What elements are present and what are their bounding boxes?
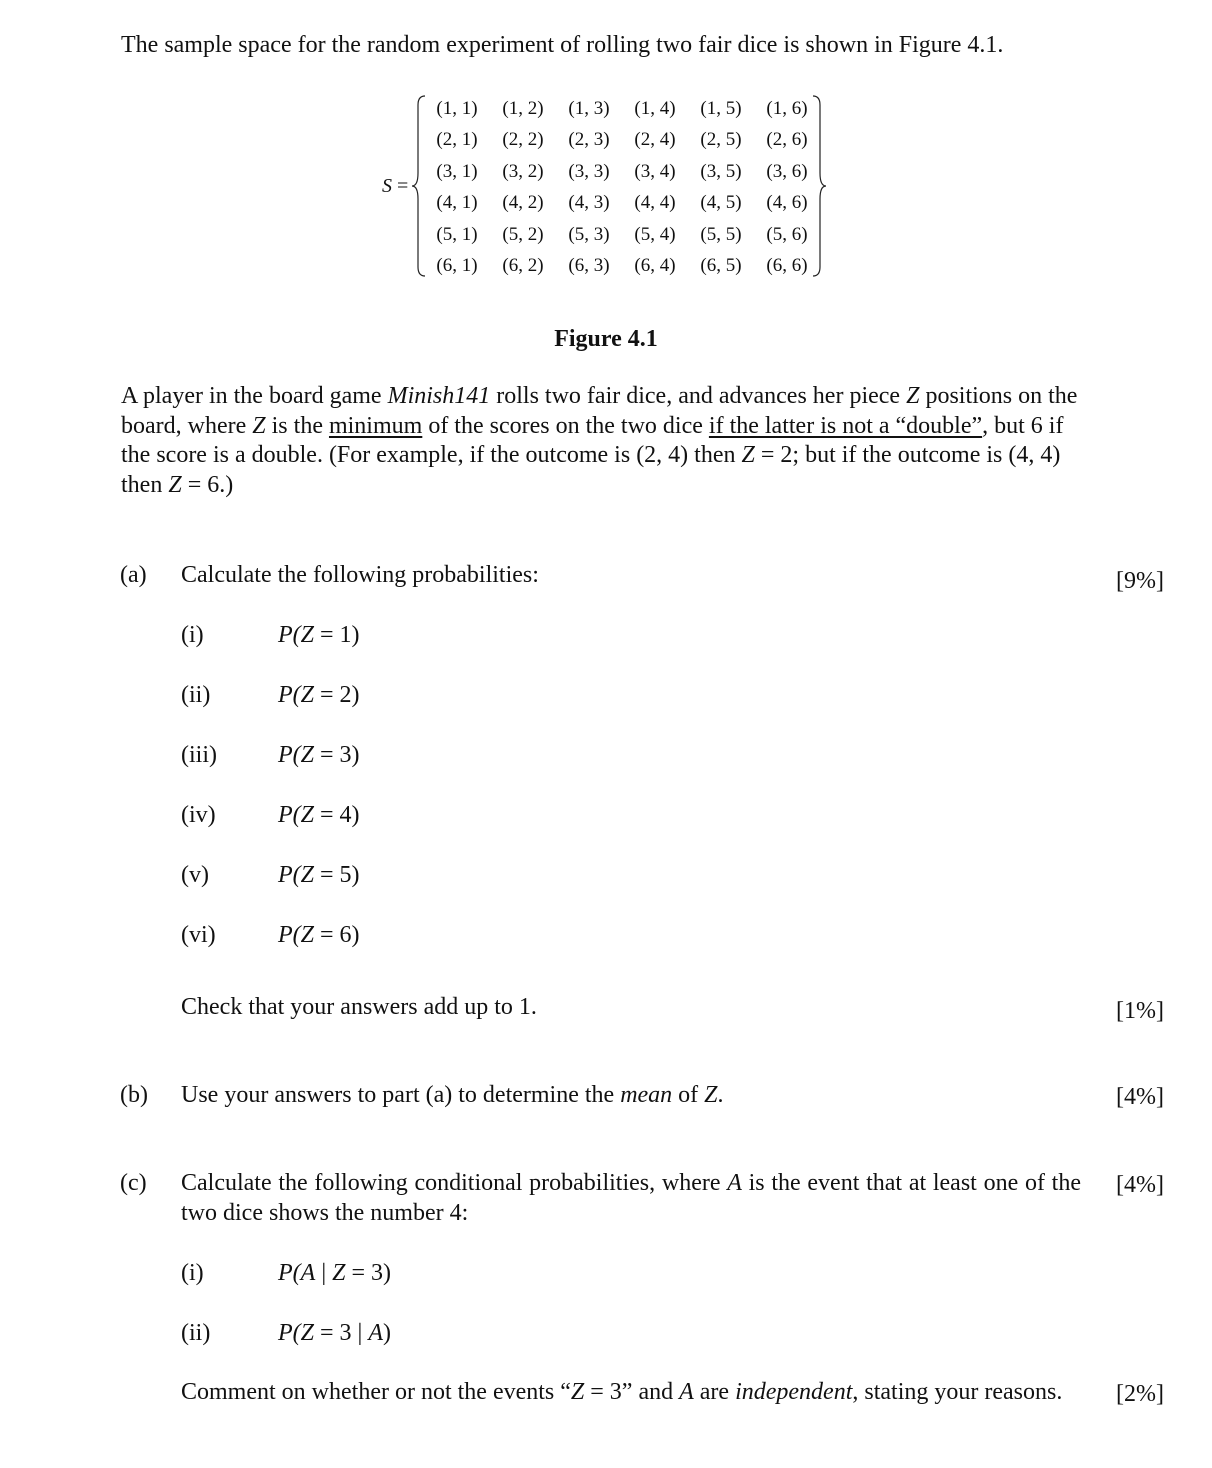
matrix-row: [424, 93, 824, 125]
expr-mid: = 3 |: [314, 1320, 369, 1346]
expr-v1: A: [300, 1260, 316, 1286]
matrix-cell: (2, 6): [766, 129, 808, 151]
desc-text-8: = 6.): [181, 472, 234, 499]
expr-v2: A: [368, 1320, 384, 1346]
comment-text-4: , stating your reasons.: [852, 1379, 1063, 1405]
part-a-marks: [9%]: [1116, 568, 1164, 594]
matrix-cell: (1, 2): [502, 97, 544, 119]
matrix-cell: (4, 6): [766, 192, 808, 214]
part-a-item-expression: [278, 680, 360, 710]
part-c-item-number: (i): [181, 1260, 204, 1286]
double-condition: if the latter is not a “double”: [708, 412, 983, 439]
part-b-text-2: of: [672, 1082, 705, 1108]
game-description: [121, 382, 1081, 501]
expr-var: Z: [300, 922, 315, 948]
part-a-item-number: (v): [181, 862, 209, 888]
matrix-cell: (2, 5): [700, 129, 742, 151]
sample-space-matrix: [424, 93, 824, 279]
matrix-cell: (4, 1): [436, 192, 478, 214]
part-b-text: [181, 1080, 724, 1110]
part-b-marks: [4%]: [1116, 1084, 1164, 1110]
matrix-row: [424, 125, 824, 157]
mean-word: mean: [620, 1082, 673, 1108]
part-c-marks: [4%]: [1116, 1172, 1164, 1198]
matrix-cell: (4, 2): [502, 192, 544, 214]
part-a-label: (a): [120, 562, 147, 588]
expr-var: Z: [300, 742, 315, 768]
matrix-cell: (2, 1): [436, 129, 478, 151]
var-z: Z: [741, 442, 755, 469]
matrix-cell: (5, 6): [766, 223, 808, 245]
part-a-text: Calculate the following probabilities:: [181, 562, 539, 588]
part-a-item-expression: [278, 920, 360, 950]
matrix-cell: (4, 5): [700, 192, 742, 214]
part-a-item-number: (ii): [181, 682, 211, 708]
desc-text-4: is the: [265, 412, 329, 439]
expr-post: = 5): [314, 862, 360, 888]
part-b-text-1: Use your answers to part (a) to determine the: [181, 1082, 621, 1108]
expr-post: = 6): [314, 922, 360, 948]
matrix-cell: (6, 5): [700, 255, 742, 277]
expr-post: = 3): [345, 1260, 392, 1286]
expr-pre: P(: [278, 862, 301, 888]
part-a-item-number: (iv): [181, 802, 216, 828]
var-z: Z: [168, 472, 182, 499]
part-b-text-3: .: [717, 1082, 724, 1108]
comment-text-1: Comment on whether or not the events “: [181, 1379, 571, 1405]
expr-v2: Z: [332, 1260, 346, 1286]
expr-pre: P(: [278, 682, 301, 708]
matrix-row: [424, 251, 824, 283]
part-a-item-expression: [278, 800, 360, 830]
matrix-cell: (5, 5): [700, 223, 742, 245]
matrix-cell: (1, 1): [436, 97, 478, 119]
expr-pre: P(: [278, 1320, 301, 1346]
desc-text-5: of the scores on the two dice: [422, 412, 709, 439]
matrix-cell: (2, 4): [634, 129, 676, 151]
matrix-cell: (5, 3): [568, 223, 610, 245]
desc-text-2: rolls two fair dice, and advances her piece: [490, 383, 907, 409]
matrix-cell: (6, 1): [436, 255, 478, 277]
part-c-comment-marks: [2%]: [1116, 1381, 1164, 1407]
matrix-row: [424, 219, 824, 251]
matrix-cell: (5, 2): [502, 223, 544, 245]
part-a-item-expression: [278, 860, 360, 890]
matrix-cell: (3, 3): [568, 160, 610, 182]
independent-word: independent: [735, 1379, 853, 1405]
matrix-cell: (4, 4): [634, 192, 676, 214]
part-a-item-expression: [278, 620, 360, 650]
equals-sign: =: [397, 175, 409, 197]
var-z: Z: [570, 1379, 585, 1405]
game-name: Minish141: [387, 383, 491, 409]
part-c-label: (c): [120, 1170, 147, 1196]
expr-v1: Z: [300, 1320, 315, 1346]
var-a: A: [727, 1170, 742, 1196]
var-z: Z: [252, 412, 266, 439]
expr-pre: P(: [278, 742, 301, 768]
matrix-cell: (1, 4): [634, 97, 676, 119]
expr-post: ): [383, 1320, 392, 1346]
comment-text-2: = 3” and: [584, 1379, 680, 1405]
part-a-item-number: (vi): [181, 922, 216, 948]
part-c-item-number: (ii): [181, 1320, 211, 1346]
expr-post: = 1): [314, 622, 360, 648]
part-a-check: Check that your answers add up to 1.: [181, 994, 537, 1020]
expr-pre: P(: [278, 622, 301, 648]
expr-mid: |: [315, 1260, 333, 1286]
matrix-cell: (6, 3): [568, 255, 610, 277]
expr-post: = 3): [314, 742, 360, 768]
expr-post: = 4): [314, 802, 360, 828]
expr-var: Z: [300, 622, 315, 648]
matrix-cell: (3, 5): [700, 160, 742, 182]
sample-space-label: [382, 171, 408, 201]
matrix-cell: (6, 4): [634, 255, 676, 277]
matrix-cell: (1, 5): [700, 97, 742, 119]
matrix-cell: (1, 3): [568, 97, 610, 119]
matrix-cell: (3, 2): [502, 160, 544, 182]
part-c-text-1: Calculate the following conditional probabilities, where: [181, 1170, 728, 1196]
sample-space-symbol: S: [382, 175, 392, 197]
part-a-item-number: (i): [181, 622, 204, 648]
part-a-check-marks: [1%]: [1116, 998, 1164, 1024]
matrix-cell: (5, 4): [634, 223, 676, 245]
part-c-text-2: is the event that at least one of the two dice shows the number 4:: [181, 1170, 1081, 1226]
matrix-cell: (3, 4): [634, 160, 676, 182]
desc-text-7: = 2; but if the outcome is (4, 4) then: [121, 442, 1061, 499]
matrix-cell: (1, 6): [766, 97, 808, 119]
expr-var: Z: [300, 862, 315, 888]
expr-pre: P(: [278, 802, 301, 828]
expr-pre: P(: [278, 1260, 301, 1286]
matrix-cell: (3, 6): [766, 160, 808, 182]
expr-post: = 2): [314, 682, 360, 708]
part-a-item-expression: [278, 740, 360, 770]
part-c-item-expression: [278, 1318, 391, 1348]
matrix-cell: (6, 6): [766, 255, 808, 277]
matrix-cell: (2, 2): [502, 129, 544, 151]
var-z: Z: [704, 1082, 718, 1108]
figure-caption: Figure 4.1: [554, 326, 658, 352]
expr-var: Z: [300, 802, 315, 828]
part-b-label: (b): [120, 1082, 148, 1108]
part-c-text: [181, 1168, 1081, 1228]
part-c-comment: [181, 1377, 1081, 1407]
sample-space-figure: [382, 93, 832, 279]
expr-pre: P(: [278, 922, 301, 948]
matrix-cell: (4, 3): [568, 192, 610, 214]
part-a-item-number: (iii): [181, 742, 217, 768]
var-z: Z: [906, 383, 920, 409]
var-a: A: [679, 1379, 694, 1405]
desc-text-3: positions on the board, where: [121, 383, 1078, 439]
right-brace-icon: [810, 93, 828, 279]
expr-var: Z: [300, 682, 315, 708]
matrix-cell: (2, 3): [568, 129, 610, 151]
intro-text: The sample space for the random experiment of rolling two fair dice is shown in Figure 4.1.: [121, 32, 1004, 58]
matrix-cell: (3, 1): [436, 160, 478, 182]
part-c-item-expression: [278, 1258, 391, 1288]
matrix-cell: (6, 2): [502, 255, 544, 277]
desc-text-6: , but 6 if the score is a double. (For example, if the outcome is (2, 4) then: [121, 412, 1064, 469]
minimum-word: minimum: [328, 412, 423, 439]
desc-text-1: A player in the board game: [121, 383, 388, 409]
comment-text-3: are: [693, 1379, 736, 1405]
matrix-row: [424, 188, 824, 220]
matrix-cell: (5, 1): [436, 223, 478, 245]
matrix-row: [424, 156, 824, 188]
